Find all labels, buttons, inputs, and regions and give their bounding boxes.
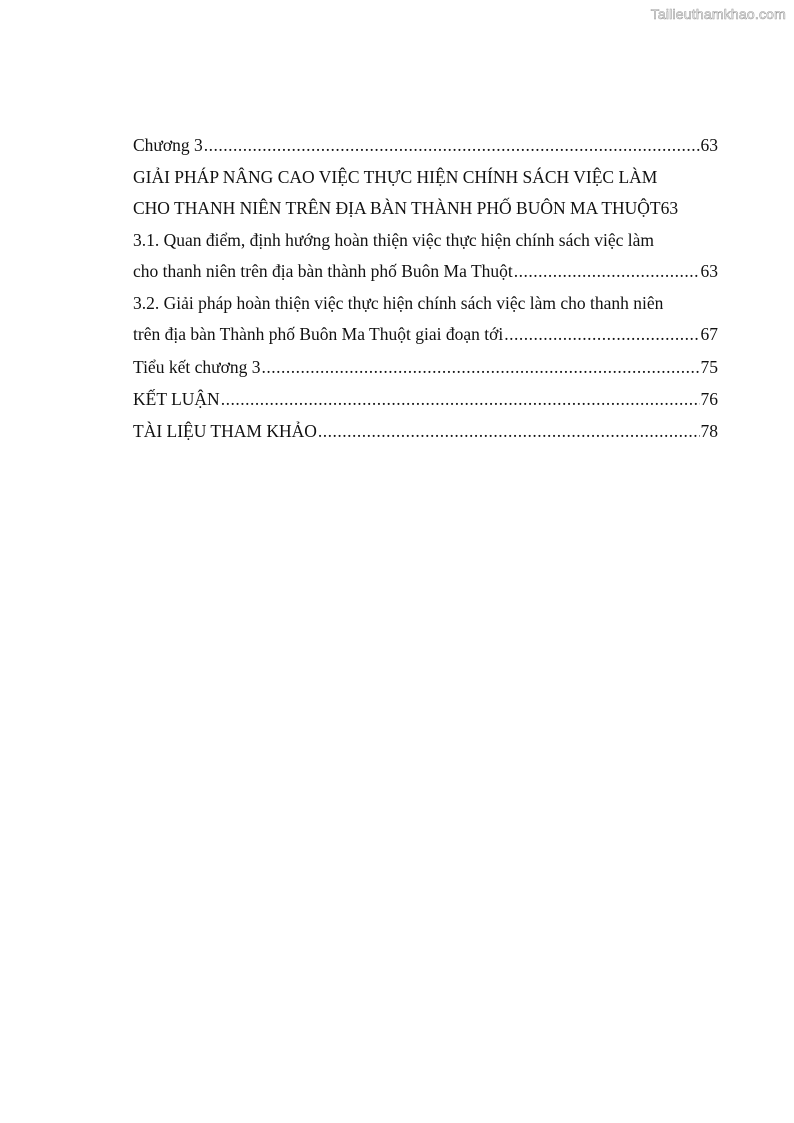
toc-entry-label: cho thanh niên trên địa bàn thành phố Buôn Ma Thuột	[133, 261, 513, 281]
toc-page-number: 75	[700, 356, 718, 377]
toc-entry-section-3-2-line-1[interactable]	[133, 288, 718, 320]
dot-leader	[261, 351, 699, 383]
toc-entry-chapter-3[interactable]	[133, 130, 718, 162]
toc-entry-label: Tiểu kết chương 3	[133, 356, 261, 377]
toc-entry-section-3-1-line-1[interactable]	[133, 225, 718, 257]
dot-leader	[204, 130, 700, 162]
toc-entry-chapter-3-summary[interactable]	[133, 351, 718, 383]
toc-entry-label: GIẢI PHÁP NÂNG CAO VIỆC THỰC HIỆN CHÍNH SÁCH VIỆC LÀM	[133, 166, 658, 187]
toc-entry-label: KẾT LUẬN	[133, 388, 220, 409]
watermark-text: Tailieuthamkhao.com	[650, 6, 786, 22]
toc-entry-label: TÀI LIỆU THAM KHẢO	[133, 420, 317, 441]
table-of-contents	[133, 130, 718, 447]
toc-entry-label: 3.2. Giải pháp hoàn thiện việc thực hiện chính sách việc làm cho thanh niên	[133, 292, 664, 313]
toc-page-number: 76	[700, 388, 718, 409]
toc-entry-conclusion[interactable]	[133, 383, 718, 415]
toc-entry-label: CHO THANH NIÊN TRÊN ĐỊA BÀN THÀNH PHỐ BUÔN MA THUỘT	[133, 198, 661, 218]
dot-leader	[514, 256, 700, 288]
toc-page-number: 78	[700, 420, 718, 441]
toc-entry-chapter-3-title-line-2[interactable]	[133, 193, 718, 225]
dot-leader	[221, 383, 700, 415]
toc-entry-label: trên địa bàn Thành phố Buôn Ma Thuột giai đoạn tới	[133, 324, 504, 344]
toc-entry-references[interactable]	[133, 415, 718, 447]
toc-entry-label: 3.1. Quan điểm, định hướng hoàn thiện việc thực hiện chính sách việc làm	[133, 229, 655, 250]
toc-entry-section-3-1-line-2[interactable]	[133, 256, 718, 288]
dot-leader	[318, 415, 700, 447]
toc-page-number: 67	[700, 324, 718, 344]
toc-page-number: 63	[660, 198, 679, 218]
dot-leader	[504, 319, 699, 351]
toc-entry-label: Chương 3	[133, 135, 203, 155]
toc-entry-section-3-2-line-2[interactable]	[133, 319, 718, 351]
toc-page-number: 63	[700, 261, 718, 281]
toc-entry-chapter-3-title-line-1[interactable]	[133, 162, 718, 194]
toc-page-number: 63	[700, 135, 718, 155]
